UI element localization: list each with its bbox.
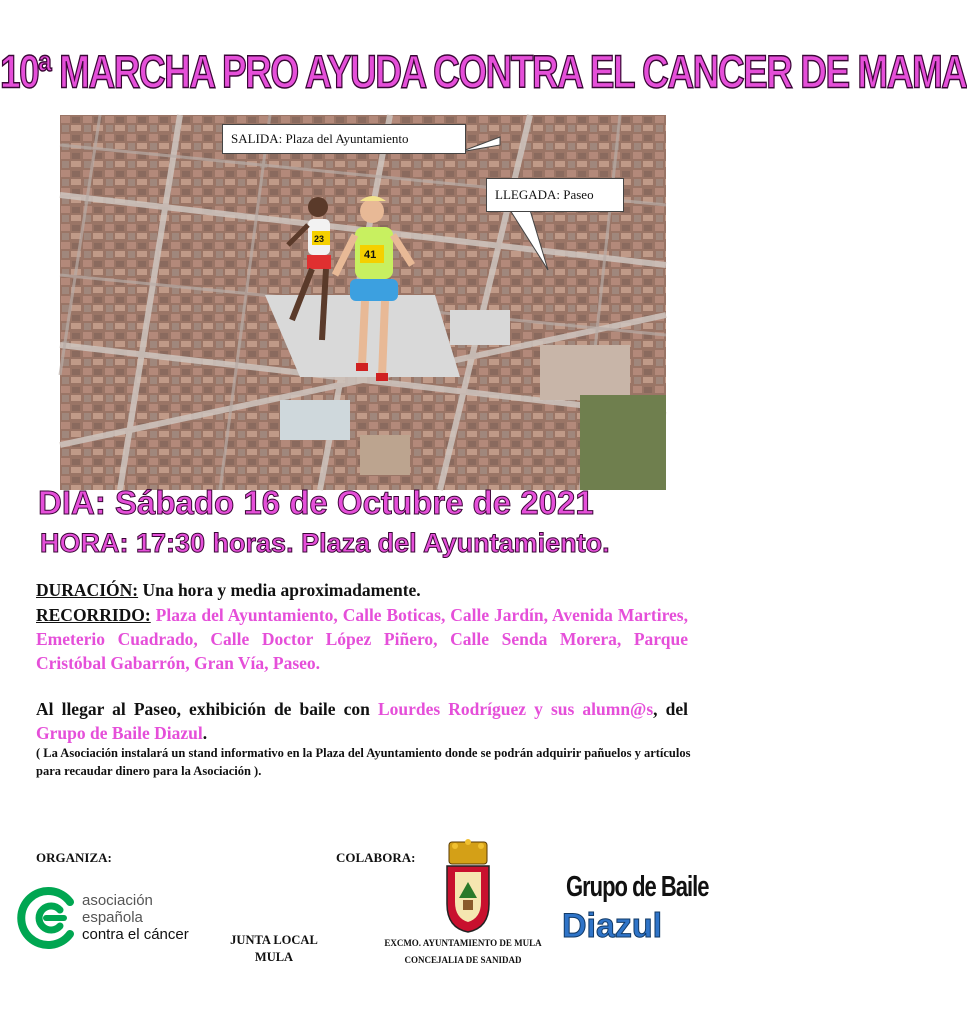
stand-note: ( La Asociación instalará un stand informativo en la Plaza del Ayuntamiento donde se podrán adquirir pañuelos y artículos para recaudar dinero para la Asociación ). — [36, 746, 691, 778]
baile-mid: , del — [653, 699, 688, 719]
ayuntamiento-mula — [370, 935, 556, 969]
mula-coat-of-arms-icon — [441, 838, 495, 934]
organiza-heading: ORGANIZA: — [36, 850, 112, 865]
poster-title: 10ª MARCHA PRO AYUDA CONTRA EL CANCER DE MAMA — [0, 46, 967, 98]
duracion-line — [36, 578, 688, 602]
event-time: HORA: 17:30 horas. Plaza del Ayuntamiento. — [40, 528, 610, 558]
ayto-line-1: EXCMO. AYUNTAMIENTO DE MULA — [384, 938, 542, 948]
aecc-line-1: asociación — [82, 892, 153, 909]
grupo-baile-logo-line-2: Diazul — [562, 907, 663, 945]
salida-label: SALIDA: Plaza del Ayuntamiento — [231, 131, 409, 146]
baile-end: . — [202, 723, 208, 743]
baile-group: Grupo de Baile Diazul — [36, 723, 203, 743]
aecc-logo-text — [82, 892, 189, 943]
baile-teacher: Lourdes Rodríguez y sus alumn@s — [377, 699, 654, 719]
baile-intro: Al llegar al Paseo, exhibición de baile con — [36, 699, 378, 719]
runner-bib-2: 41 — [364, 249, 377, 261]
colabora-heading: COLABORA: — [336, 850, 416, 865]
salida-callout — [222, 124, 466, 154]
aecc-logo-icon — [16, 886, 80, 950]
llegada-callout — [486, 178, 624, 212]
grupo-baile-logo-line-1: Grupo de Baile — [566, 870, 709, 903]
recorrido-value: Plaza del Ayuntamiento, Calle Boticas, Calle Jardín, Avenida Martires, Emeterio Cuadrado, Calle Doctor López Piñero, Calle Senda Morera, Parque Cristóbal Gabarrón, Gran Vía, Paseo. — [36, 605, 688, 673]
aecc-line-3: contra el cáncer — [82, 926, 189, 943]
ayto-line-2: CONCEJALIA DE SANIDAD — [404, 955, 522, 965]
junta-local — [218, 932, 330, 966]
llegada-label: LLEGADA: Paseo — [495, 187, 594, 202]
duracion-value: Una hora y media aproximadamente. — [138, 580, 421, 600]
recorrido-label: RECORRIDO: — [36, 605, 151, 625]
runner-bib-1: 23 — [314, 234, 325, 244]
event-date: DIA: Sábado 16 de Octubre de 2021 — [38, 484, 594, 521]
aecc-line-2: española — [82, 909, 143, 926]
junta-line-1: JUNTA LOCAL — [230, 933, 318, 947]
aerial-map-illustration — [60, 115, 666, 490]
baile-paragraph — [36, 697, 688, 745]
recorrido-paragraph — [36, 603, 688, 675]
route-map-image — [60, 115, 666, 490]
junta-line-2: MULA — [254, 950, 294, 964]
duracion-label: DURACIÓN: — [36, 580, 139, 600]
